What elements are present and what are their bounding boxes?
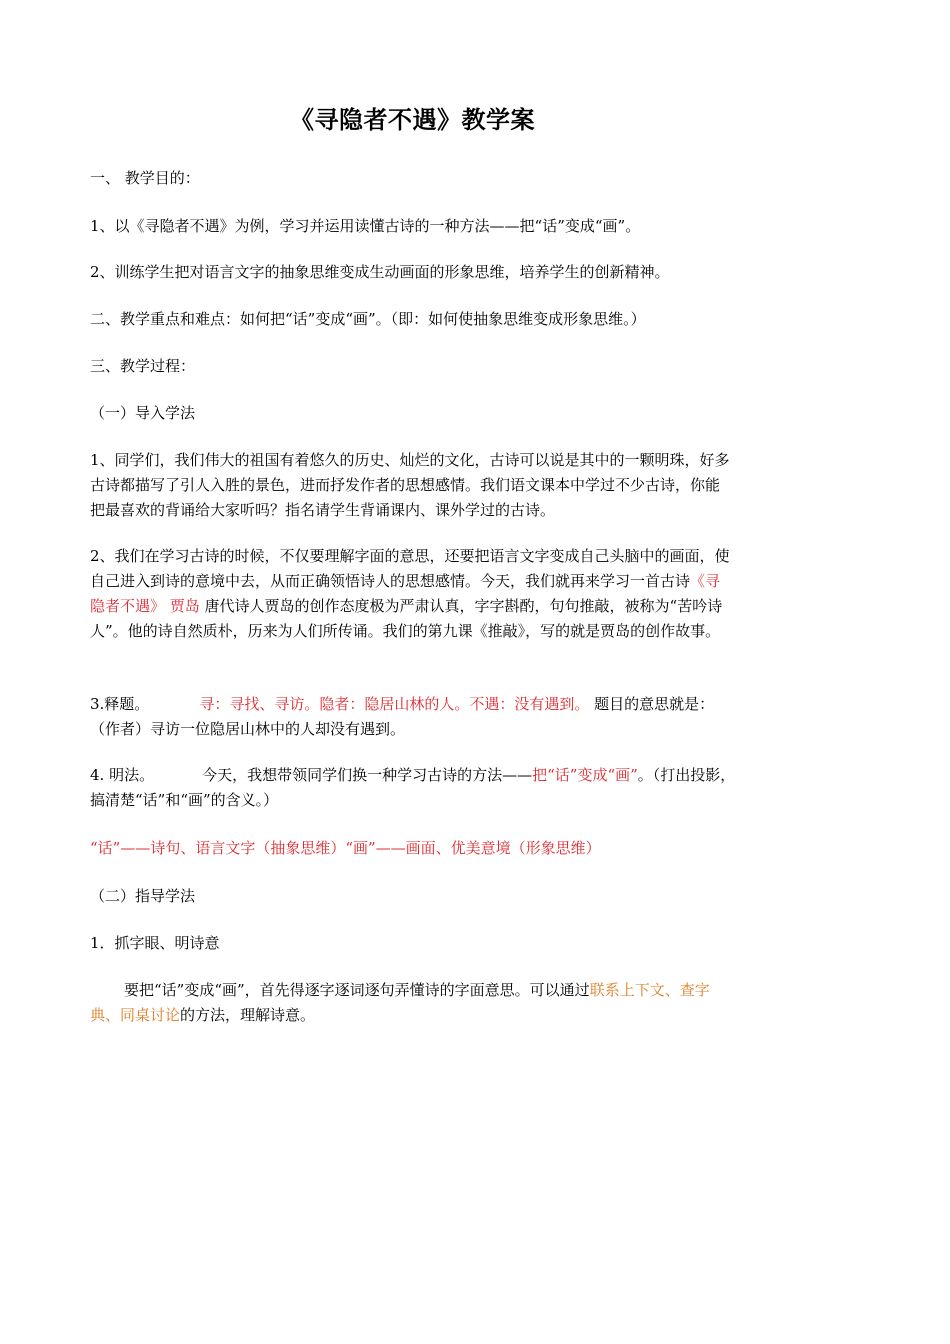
paragraph-1: 1、同学们，我们伟大的祖国有着悠久的历史、灿烂的文化，古诗可以说是其中的一颗明珠，好多古诗都描写了引人入胜的景色，进而抒发作者的思想感情。我们语文课本中学过不少古诗，你能把最喜欢的背诵给大家听吗？指名请学生背诵课内、课外学过的古诗。 [90,451,730,519]
part-heading-introduce: （一）导入学法 [90,404,196,422]
method-end: 。（打出投影，搞清楚“话”和“画”的含义。） [90,766,736,809]
method-label: 4. 明法。 [90,766,155,784]
paragraph-2 [90,544,730,644]
paragraph-2-intro: 2、我们在学习古诗的时候，不仅要理解字面的意思，还要把语言文字变成自己头脑中的画面，使自己进入到诗的意境中去，从而正确领悟诗人的思想感情。今天，我们就再来学习一首古诗 [90,547,730,590]
paragraph-3 [90,692,730,742]
section-heading-process: 三、教学过程： [90,357,196,375]
method-text: 今天，我想带领同学们换一种学习古诗的方法—— [202,766,533,784]
explain-title-meaning: 题目的意思就是：（作者）寻访一位隐居山林中的人却没有遇到。 [90,695,715,738]
poem-title-author: 《寻隐者不遇》 贾岛 [90,572,721,615]
objective-2: 2、训练学生把对语言文字的抽象思维变成生动画面的形象思维，培养学生的创新精神。 [90,263,670,281]
section-heading-objectives: 一、 教学目的： [90,169,200,187]
definition-line: “话”——诗句、语言文字（抽象思维）“画”——画面、优美意境（形象思维） [90,839,601,857]
step-1-end: 的方法，理解诗意。 [180,1006,316,1024]
part-heading-guide: （二）指导学法 [90,887,196,905]
section-heading-key-points: 二、教学重点和难点：如何把“话”变成“画”。（即：如何使抽象思维变成形象思维。） [90,310,646,328]
method-highlight: 把“话”变成“画” [532,766,638,784]
step-1-text: 要把“话”变成“画”，首先得逐字逐词逐句弄懂诗的字面意思。可以通过 [124,981,590,999]
step-1-heading: 1．抓字眼、明诗意 [90,934,220,952]
step-1-methods: 联系上下文、查字典、同桌讨论 [90,981,710,1024]
step-1-paragraph [90,978,730,1028]
document-title: 《寻隐者不遇》教学案 [290,106,535,134]
objective-1: 1、以《寻隐者不遇》为例，学习并运用读懂古诗的一种方法——把“话”变成“画”。 [90,217,641,235]
explain-title-label: 3.释题。 [90,695,150,713]
paragraph-2-rest: 唐代诗人贾岛的创作态度极为严肃认真，字字斟酌，句句推敲，被称为“苦吟诗人”。他的诗自然质朴，历来为人们所传诵。我们的第九课《推敲》，写的就是贾岛的创作故事。 [90,597,723,640]
explain-title-definitions: 寻：寻找、寻访。隐者：隐居山林的人。不遇：没有遇到。 [199,695,590,713]
paragraph-4 [90,763,740,813]
